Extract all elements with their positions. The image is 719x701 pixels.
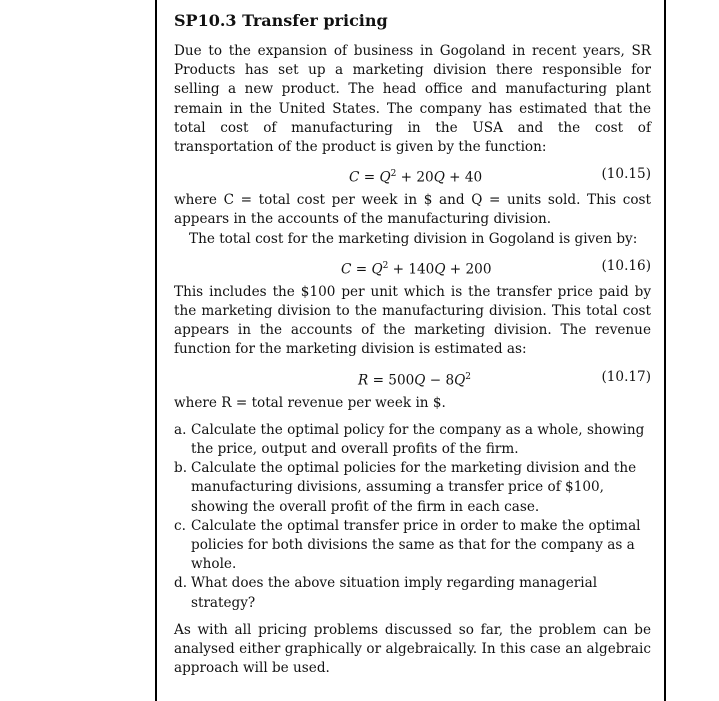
equation-expression: $C = Q^2 + 20Q + 40$ [349,169,483,186]
marketing-cost-paragraph: The total cost for the marketing division in Gogoland is given by: [189,230,638,247]
task-item: a. Calculate the optimal policy for the company as a whole, showing the price, output and overall profits of the firm. [174,421,645,458]
equation-number: (10.16) [601,257,651,274]
equation-10-17 [174,367,651,387]
task-item: d. What does the above situation imply regarding managerial strategy? [174,575,598,611]
section-title: SP10.3 Transfer pricing [174,11,388,30]
problem-content [174,10,651,678]
equation-number: (10.17) [601,368,651,385]
equation-10-15 [174,164,651,184]
task-item: b. Calculate the optimal policies for the marketing division and the manufacturing divisions, assuming a transfer price of $100, showing the overall profit of the firm in each case. [174,460,637,515]
includes-paragraph: This includes the $100 per unit which is the transfer price paid by the marketing division to the manufacturing division. This total cost appears in the accounts of the marketing division. The revenue function for the marketing division is estimated as: [174,283,651,358]
equation-number: (10.15) [601,166,651,183]
task-list [174,421,651,613]
equation-expression: $R = 500Q - 8Q^2$ [358,371,471,389]
where-c-paragraph: where C = total cost per week in $ and Q = units sold. This cost appears in the accounts of the manufacturing division. [174,192,651,228]
where-r-paragraph: where R = total revenue per week in $. [174,394,446,411]
closing-paragraph: As with all pricing problems discussed so far, the problem can be analysed either graphically or algebraically. In this case an algebraic approach will be used. [174,621,651,677]
page-panel [155,0,666,701]
task-item: c. Calculate the optimal transfer price in order to make the optimal policies for both divisions the same as that for the company as a whole. [174,517,641,573]
equation-expression: $C = Q^2 + 140Q + 200$ [341,260,492,278]
equation-10-16 [174,256,651,276]
intro-paragraph: Due to the expansion of business in Gogoland in recent years, SR Products has set up a marketing division there responsible for selling a new product. The head office and manufacturing plant remain in the United States. The company has estimated that the total cost of manufacturing in the USA and the cost of transportation of the product is given by the function: [174,43,651,156]
